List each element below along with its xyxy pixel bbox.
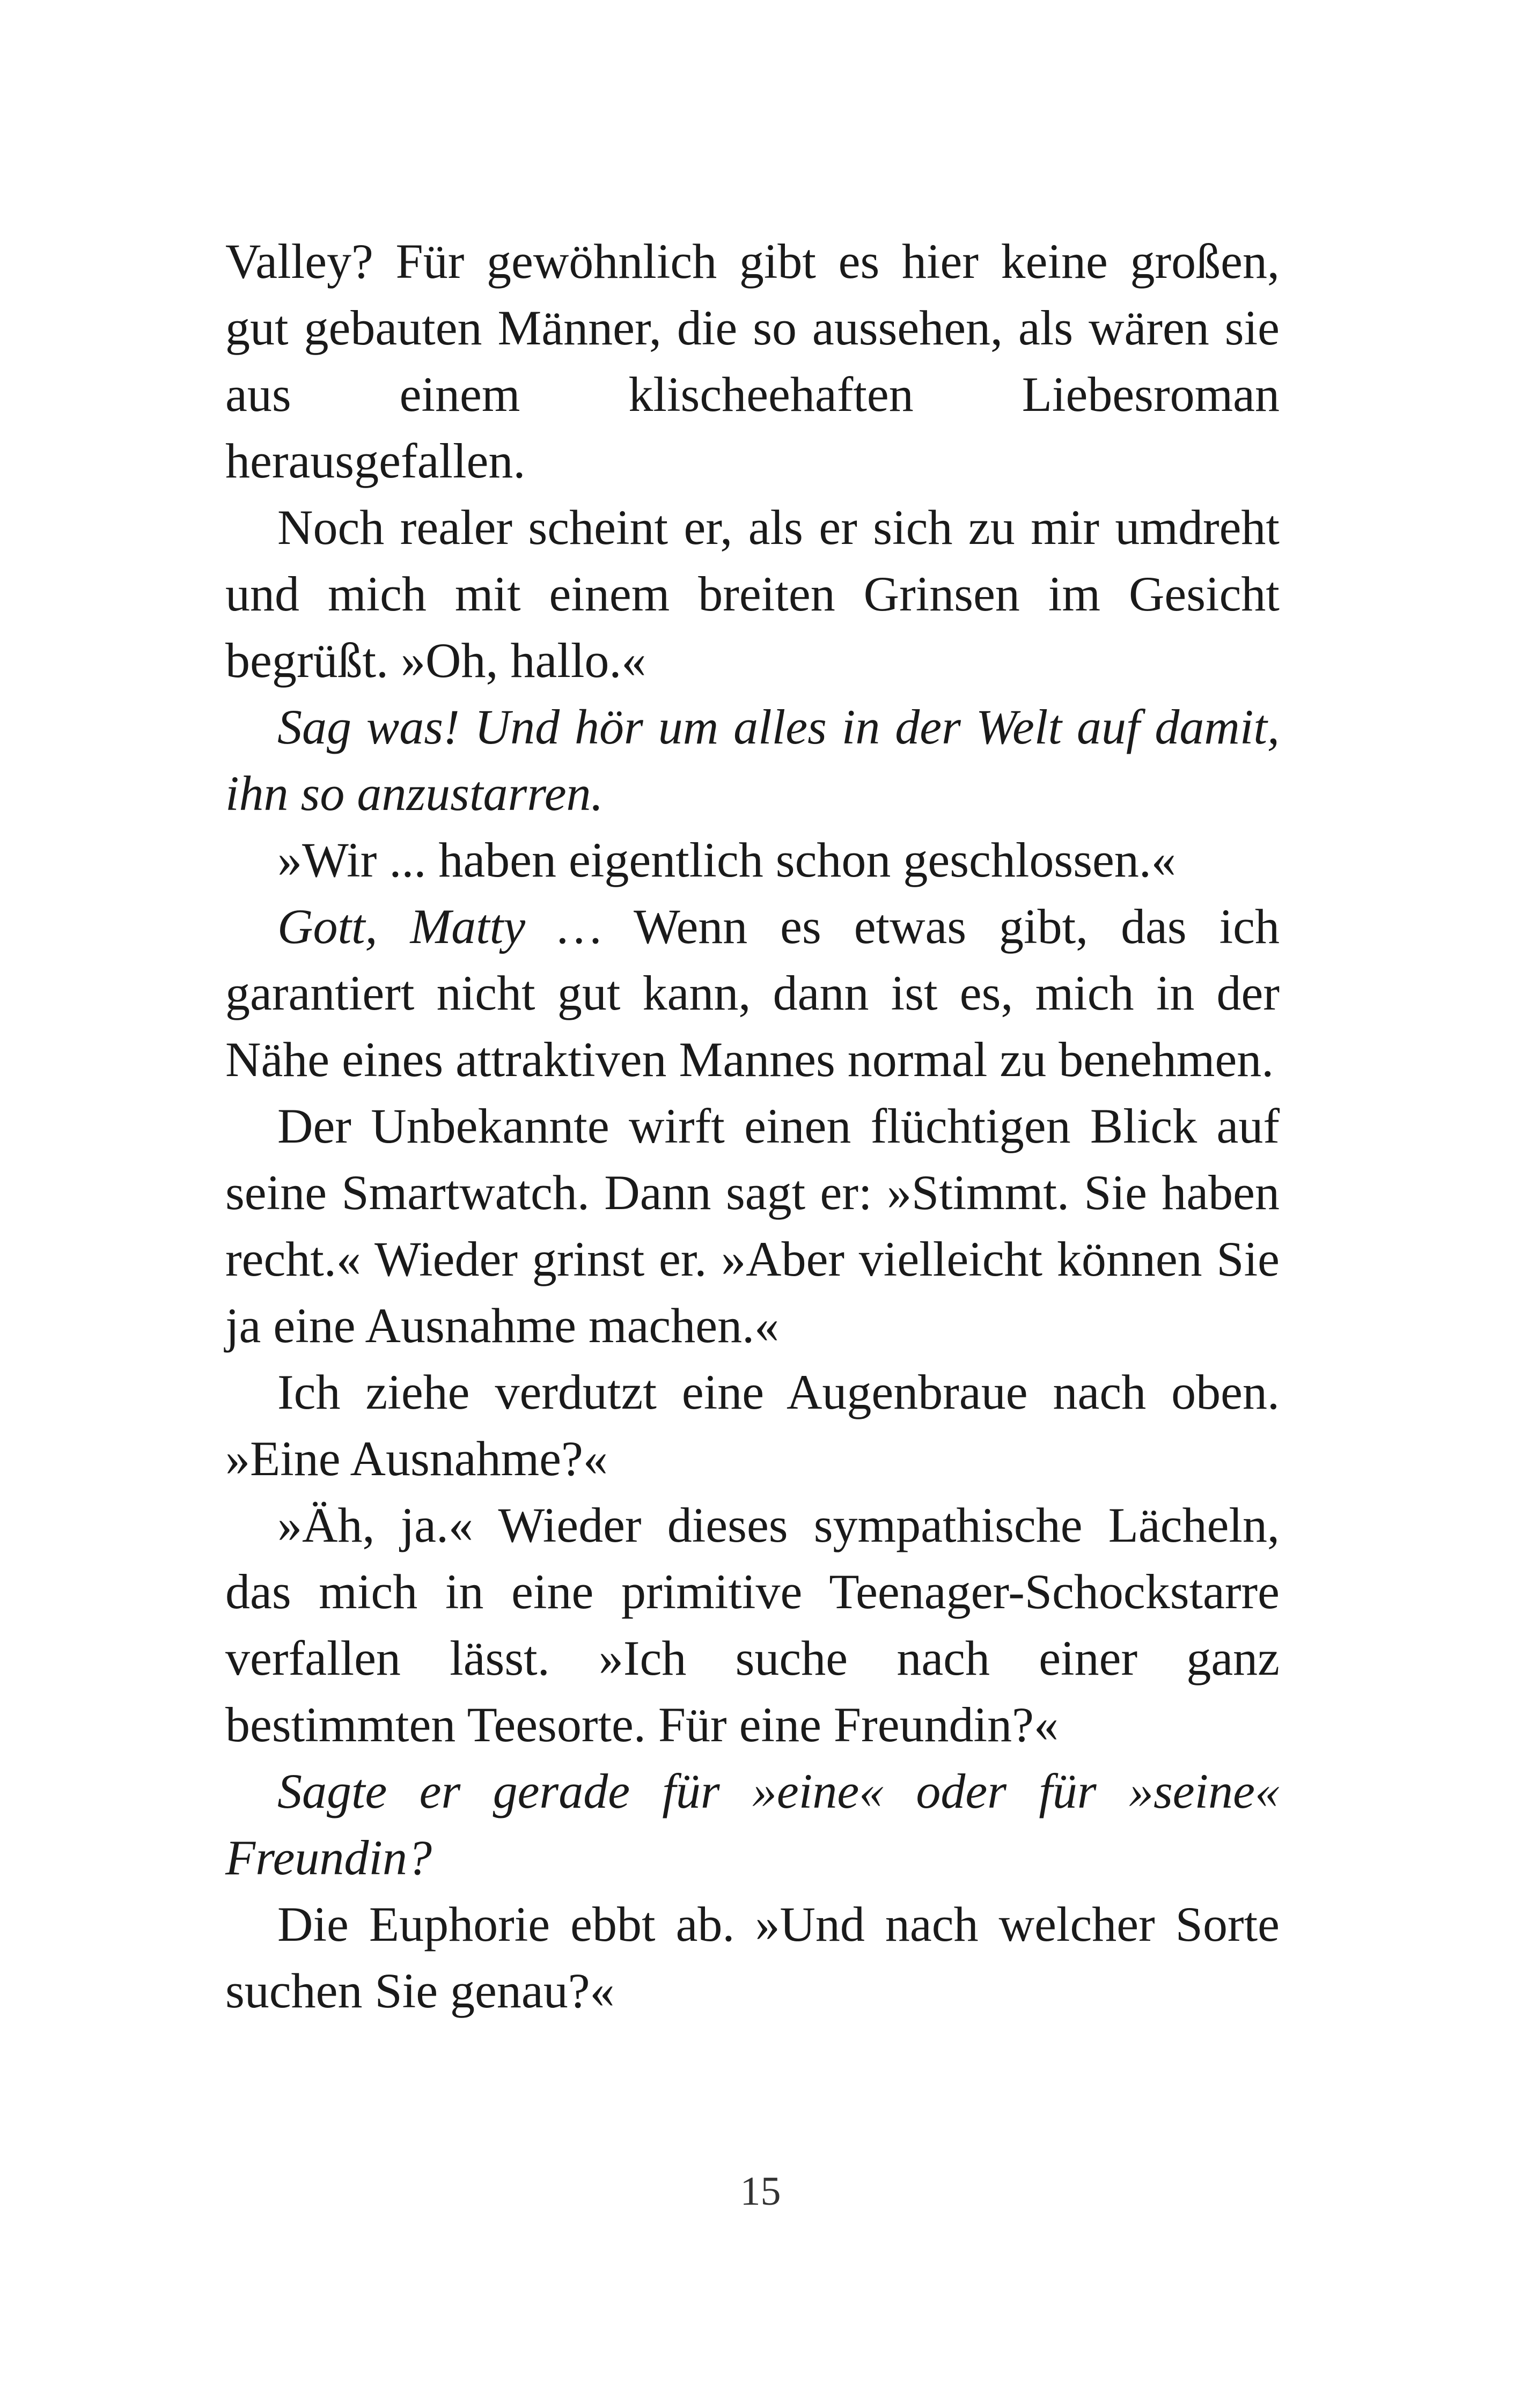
- paragraph-3-thought: Sag was! Und hör um alles in der Welt auf damit, ihn so anzustarren.: [225, 699, 1280, 821]
- paragraph-8: »Äh, ja.« Wieder dieses sympathische Lächeln, das mich in eine primitive Teenager-Schockstarre verfallen lässt. »Ich suche nach einer ganz bestimmten Teesorte. Für eine Freundin?«: [225, 1498, 1280, 1752]
- paragraph-5: [225, 893, 1280, 1093]
- paragraph-5-text: Wenn es etwas gibt, das ich garantiert nicht gut kann, dann ist es, mich in der Nähe eines attraktiven Mannes normal zu benehmen.: [225, 899, 1280, 1087]
- paragraph-7: Ich ziehe verdutzt eine Augenbraue nach oben. »Eine Ausnahme?«: [225, 1365, 1280, 1486]
- paragraph-1: Valley? Für gewöhnlich gibt es hier keine großen, gut gebauten Männer, die so aussehen, als wären sie aus einem klischeehaften Liebesroman herausgefallen.: [225, 234, 1280, 488]
- body-text: [225, 228, 1280, 2024]
- paragraph-4: »Wir ... haben eigentlich schon geschlossen.«: [277, 833, 1176, 887]
- paragraph-10: Die Euphorie ebbt ab. »Und nach welcher Sorte suchen Sie genau?«: [225, 1897, 1280, 2018]
- paragraph-6: Der Unbekannte wirft einen flüchtigen Blick auf seine Smartwatch. Dann sagt er: »Stimmt. Sie haben recht.« Wieder grinst er. »Aber vielleicht können Sie ja eine Ausnahme machen.«: [225, 1099, 1280, 1353]
- paragraph-5-thought: Gott, Matty …: [277, 899, 602, 954]
- page-number: 15: [740, 2169, 781, 2214]
- paragraph-9-thought: Sagte er gerade für »eine« oder für »seine« Freundin?: [225, 1764, 1280, 1885]
- paragraph-2: Noch realer scheint er, als er sich zu mir umdreht und mich mit einem breiten Grinsen im Gesicht begrüßt. »Oh, hallo.«: [225, 500, 1280, 688]
